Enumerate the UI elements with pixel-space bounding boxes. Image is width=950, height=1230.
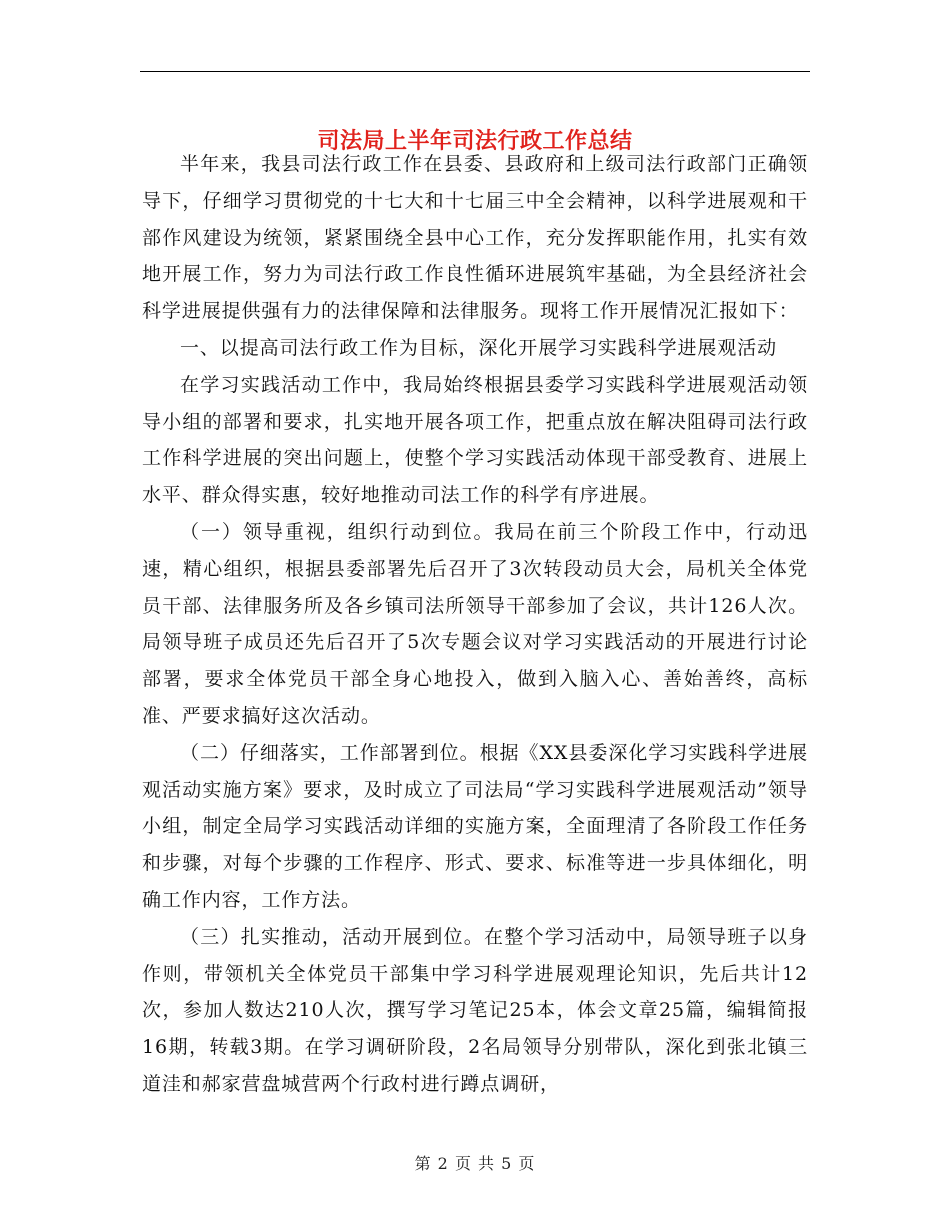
- paragraph-item-1: （一）领导重视，组织行动到位。我局在前三个阶段工作中，行动迅速，精心组织，根据县委部署先后召开了3次转段动员大会，局机关全体党员干部、法律服务所及各乡镇司法所领导干部参加了会议，共计126人次。局领导班子成员还先后召开了5次专题会议对学习实践活动的开展进行讨论部署，要求全体党员干部全身心地投入，做到入脑入心、善始善终，高标准、严要求搞好这次活动。: [142, 520, 808, 727]
- header-rule: [140, 71, 810, 72]
- document-title: 司法局上半年司法行政工作总结: [317, 127, 633, 154]
- section-heading-1: 一、以提高司法行政工作为目标，深化开展学习实践科学进展观活动: [180, 336, 778, 359]
- document-body: [142, 146, 808, 1103]
- paragraph-section-1: 在学习实践活动工作中，我局始终根据县委学习实践科学进展观活动领导小组的部署和要求，扎实地开展各项工作，把重点放在解决阻碍司法行政工作科学进展的突出问题上，使整个学习实践活动体现干部受教育、进展上水平、群众得实惠，较好地推动司法工作的科学有序进展。: [142, 373, 808, 507]
- paragraph-intro: 半年来，我县司法行政工作在县委、县政府和上级司法行政部门正确领导下，仔细学习贯彻党的十七大和十七届三中全会精神，以科学进展观和干部作风建设为统领，紧紧围绕全县中心工作，充分发挥职能作用，扎实有效地开展工作，努力为司法行政工作良性循环进展筑牢基础，为全县经济社会科学进展提供强有力的法律保障和法律服务。现将工作开展情况汇报如下：: [142, 153, 808, 323]
- page-number-footer: 第 2 页 共 5 页: [414, 1154, 536, 1173]
- paragraph-item-2: （二）仔细落实，工作部署到位。根据《XX县委深化学习实践科学进展观活动实施方案》要求，及时成立了司法局“学习实践科学进展观活动”领导小组，制定全局学习实践活动详细的实施方案，全面理清了各阶段工作任务和步骤，对每个步骤的工作程序、形式、要求、标准等进一步具体细化，明确工作内容，工作方法。: [142, 741, 808, 911]
- paragraph-item-3: （三）扎实推动，活动开展到位。在整个学习活动中，局领导班子以身作则，带领机关全体党员干部集中学习科学进展观理论知识，先后共计12次，参加人数达210人次，撰写学习笔记25本，体会文章25篇，编辑简报16期，转载3期。在学习调研阶段，2名局领导分别带队，深化到张北镇三道洼和郝家营盘城营两个行政村进行蹲点调研，: [142, 925, 808, 1095]
